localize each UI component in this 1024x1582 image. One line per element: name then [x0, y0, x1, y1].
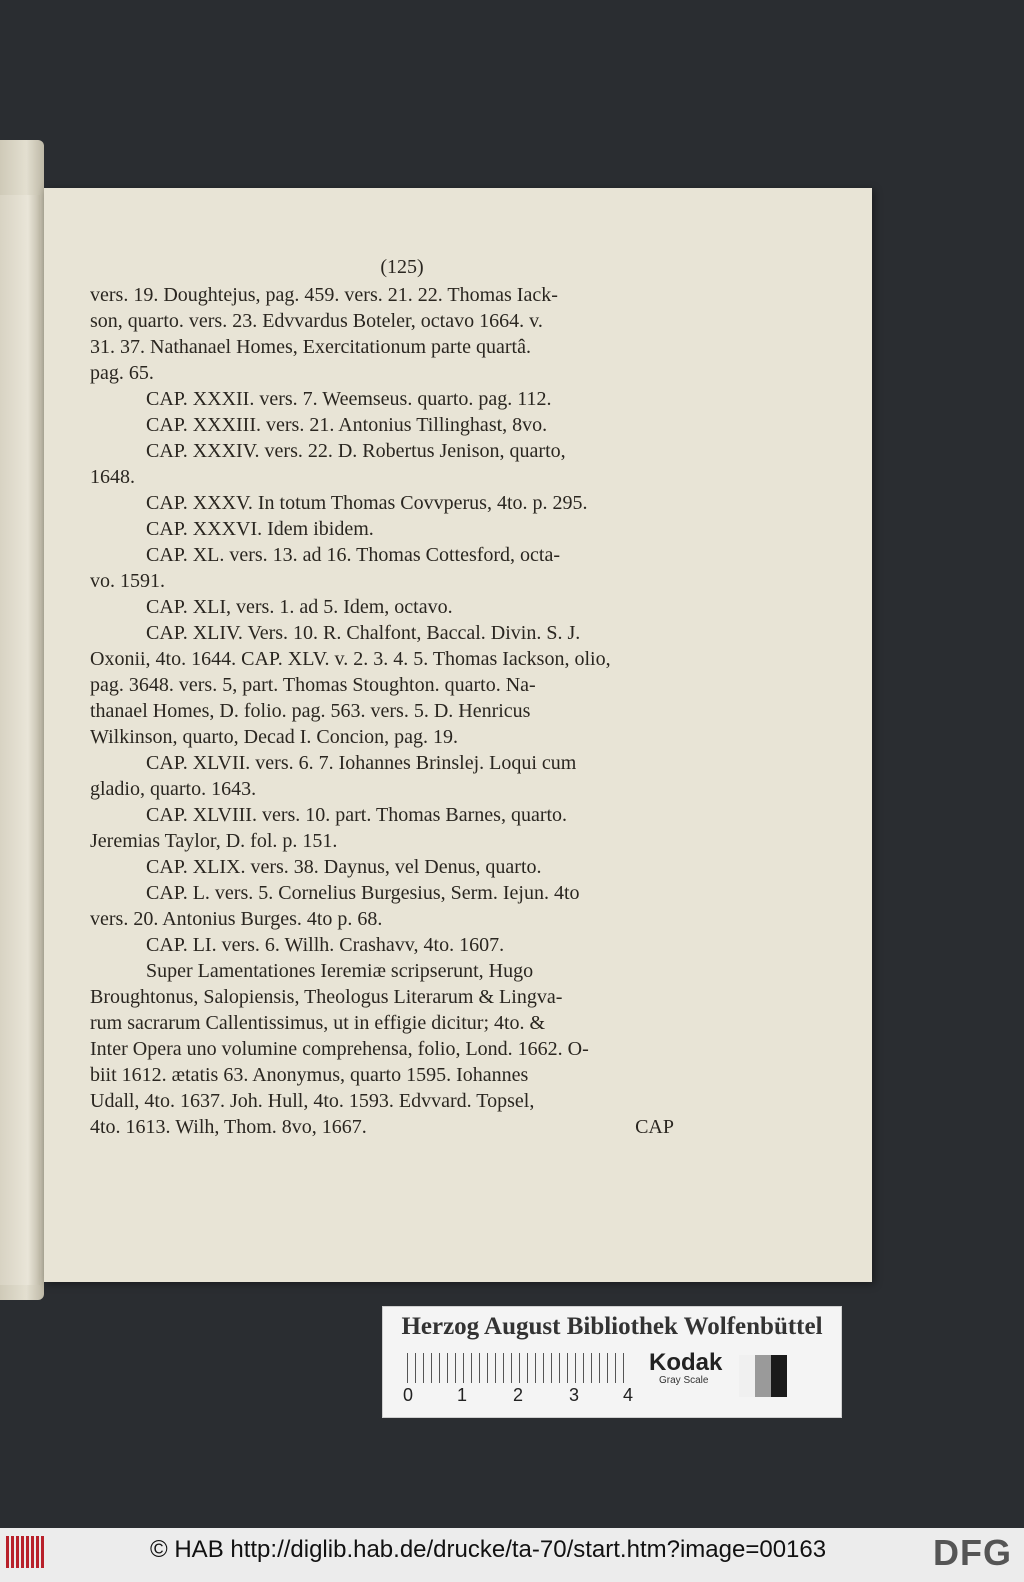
- ruler-scale: [407, 1353, 629, 1383]
- text-line: son, quarto. vers. 23. Edvvardus Boteler, octavo 1664. v.: [90, 310, 543, 332]
- text-line: Inter Opera uno volumine comprehensa, folio, Lond. 1662. O-: [90, 1038, 589, 1060]
- ruler-number: 3: [569, 1385, 580, 1405]
- ruler-number: 2: [513, 1385, 524, 1405]
- gray-scale-label: Gray Scale: [659, 1375, 709, 1386]
- text-line: 4to. 1613. Wilh, Thom. 8vo, 1667. CAP: [90, 1116, 674, 1138]
- text-line: vers. 19. Doughtejus, pag. 459. vers. 21. 22. Thomas Iack-: [90, 284, 558, 306]
- text-line: pag. 3648. vers. 5, part. Thomas Stoughton. quarto. Na-: [90, 674, 536, 696]
- text-line: vers. 20. Antonius Burges. 4to p. 68.: [90, 908, 383, 930]
- text-line: CAP. XLVIII. vers. 10. part. Thomas Barnes, quarto.: [146, 804, 568, 826]
- page-number-header: (125): [380, 256, 424, 278]
- text-line: CAP. XXXIII. vers. 21. Antonius Tillinghast, 8vo.: [146, 414, 548, 436]
- text-line: 1648.: [90, 466, 135, 488]
- copyright-url: © HAB http://diglib.hab.de/drucke/ta-70/start.htm?image=00163: [150, 1536, 827, 1563]
- text-line: CAP. XXXIV. vers. 22. D. Robertus Jenison, quarto,: [146, 440, 566, 462]
- text-lines: [90, 284, 674, 1142]
- ruler-number: 0: [403, 1385, 414, 1405]
- text-line: Broughtonus, Salopiensis, Theologus Literarum & Lingva-: [90, 986, 563, 1008]
- text-line: Oxonii, 4to. 1644. CAP. XLV. v. 2. 3. 4. 5. Thomas Iackson, olio,: [90, 648, 611, 670]
- color-calibration-card: [382, 1306, 842, 1418]
- text-line: biit 1612. ætatis 63. Anonymus, quarto 1595. Iohannes: [90, 1064, 529, 1086]
- text-line: CAP. XLIV. Vers. 10. R. Chalfont, Baccal. Divin. S. J.: [146, 622, 581, 644]
- text-line: Jeremias Taylor, D. fol. p. 151.: [90, 830, 338, 852]
- footer-bar: [0, 1528, 1024, 1582]
- text-line: pag. 65.: [90, 362, 154, 384]
- text-line: Super Lamentationes Ieremiæ scripserunt, Hugo: [146, 960, 534, 982]
- text-line: vo. 1591.: [90, 570, 165, 592]
- dfg-logo: DFG: [933, 1532, 1012, 1573]
- library-name: Herzog August Bibliothek Wolfenbüttel: [401, 1313, 823, 1340]
- page-text: [90, 256, 674, 1142]
- text-line: CAP. XXXVI. Idem ibidem.: [146, 518, 374, 540]
- text-line: 31. 37. Nathanael Homes, Exercitationum parte quartâ.: [90, 336, 531, 358]
- hab-logo-icon: [6, 1536, 46, 1568]
- text-line: CAP. XLI, vers. 1. ad 5. Idem, octavo.: [146, 596, 453, 618]
- gray-swatch: [739, 1355, 787, 1397]
- text-line: CAP. XLVII. vers. 6. 7. Iohannes Brinslej. Loqui cum: [146, 752, 577, 774]
- ruler-number: 1: [457, 1385, 468, 1405]
- kodak-logo: Kodak: [649, 1349, 723, 1376]
- text-line: rum sacrarum Callentissimus, ut in effigie dicitur; 4to. &: [90, 1012, 546, 1034]
- text-line: CAP. LI. vers. 6. Willh. Crashavv, 4to. 1607.: [146, 934, 505, 956]
- text-line: CAP. XL. vers. 13. ad 16. Thomas Cottesford, octa-: [146, 544, 561, 566]
- text-line: CAP. L. vers. 5. Cornelius Burgesius, Serm. Iejun. 4to: [146, 882, 580, 904]
- text-line: CAP. XXXV. In totum Thomas Covvperus, 4to. p. 295.: [146, 492, 588, 514]
- text-line: thanael Homes, D. folio. pag. 563. vers. 5. D. Henricus: [90, 700, 531, 722]
- text-line: Udall, 4to. 1637. Joh. Hull, 4to. 1593. Edvvard. Topsel,: [90, 1090, 535, 1112]
- text-line: CAP. XLIX. vers. 38. Daynus, vel Denus, quarto.: [146, 856, 542, 878]
- text-line: gladio, quarto. 1643.: [90, 778, 257, 800]
- text-line: CAP. XXXII. vers. 7. Weemseus. quarto. pag. 112.: [146, 388, 552, 410]
- ruler-number: 4: [623, 1385, 634, 1405]
- text-line: Wilkinson, quarto, Decad I. Concion, pag. 19.: [90, 726, 459, 748]
- catchword: CAP: [635, 1116, 674, 1138]
- adjacent-page-edge-inner: [0, 195, 40, 1285]
